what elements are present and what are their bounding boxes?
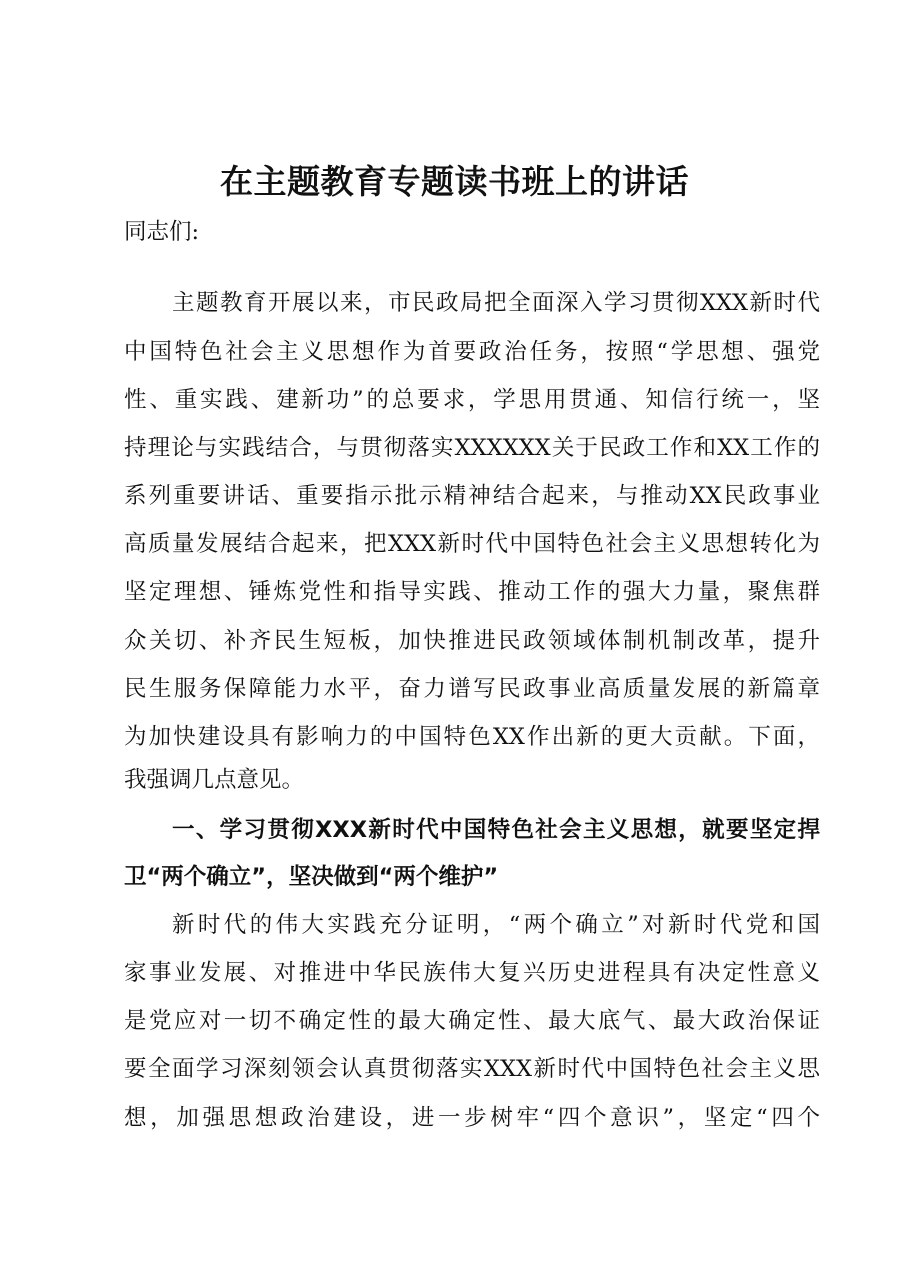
paragraph-line: 中国特色社会主义思想作为首要政治任务，按照“学思想、强党 — [124, 339, 820, 365]
document-title: 在主题教育专题读书班上的讲话 — [220, 162, 689, 201]
paragraph-line: 我强调几点意见。 — [124, 767, 305, 793]
paragraph-line: 要全面学习深刻领会认真贯彻落实XXX新时代中国特色社会主义思 — [124, 1056, 820, 1082]
paragraph-line: 新时代的伟大实践充分证明，“两个确立”对新时代党和国 — [172, 912, 820, 938]
paragraph-line: 众关切、补齐民生短板，加快推进民政领域体制机制改革，提升 — [124, 628, 820, 654]
salutation: 同志们: — [124, 219, 200, 245]
paragraph-line: 民生服务保障能力水平，奋力谱写民政事业高质量发展的新篇章 — [124, 676, 820, 702]
paragraph-line: 家事业发展、对推进中华民族伟大复兴历史进程具有决定性意义 — [124, 960, 820, 986]
paragraph-line: 是党应对一切不确定性的最大确定性、最大底气、最大政治保证 — [124, 1008, 820, 1034]
paragraph-line: 持理论与实践结合，与贯彻落实XXXXXX关于民政工作和XX工作的 — [124, 435, 820, 461]
paragraph-line: 坚定理想、锤炼党性和指导实践、推动工作的强大力量，聚焦群 — [124, 579, 820, 605]
paragraph-line: 系列重要讲话、重要指示批示精神结合起来，与推动XX民政事业 — [124, 483, 820, 509]
paragraph-line: 高质量发展结合起来，把XXX新时代中国特色社会主义思想转化为 — [124, 531, 820, 557]
paragraph-line: 想，加强思想政治建设，进一步树牢“四个意识”，坚定“四个 — [124, 1105, 820, 1131]
paragraph-line: 性、重实践、建新功”的总要求，学思用贯通、知信行统一，坚 — [124, 387, 820, 413]
section-heading-line: 一、学习贯彻XXX新时代中国特色社会主义思想，就要坚定捍 — [172, 817, 820, 843]
paragraph-line: 主题教育开展以来，市民政局把全面深入学习贯彻XXX新时代 — [172, 290, 820, 316]
section-heading-line: 卫“两个确立”，坚决做到“两个维护” — [124, 864, 499, 890]
paragraph-line: 为加快建设具有影响力的中国特色XX作出新的更大贡献。下面， — [124, 724, 820, 750]
